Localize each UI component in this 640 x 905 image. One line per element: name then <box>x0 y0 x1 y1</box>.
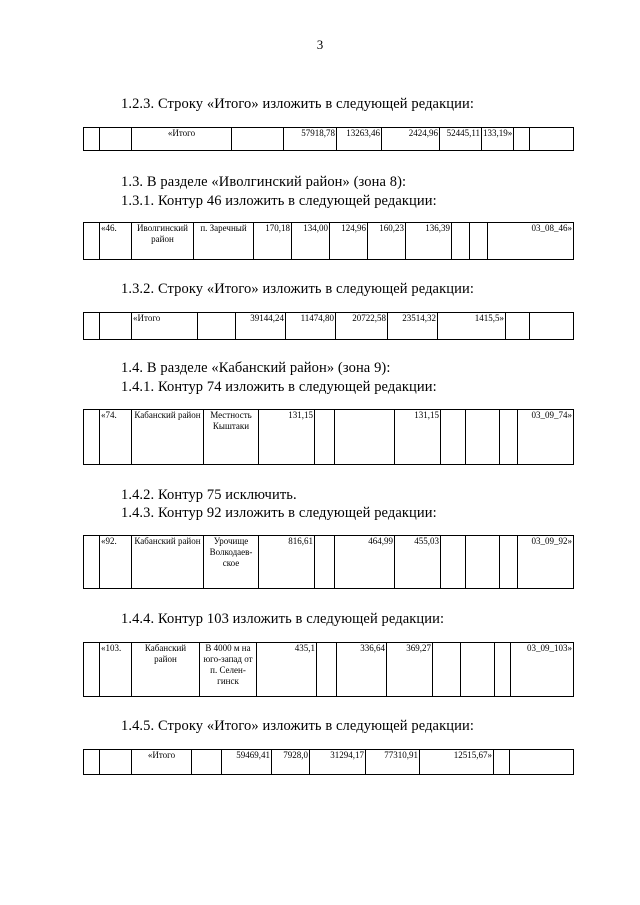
cell-value: 57918,78 <box>284 128 337 151</box>
cell-value: 12515,67» <box>420 750 494 775</box>
cell-value: 59469,41 <box>222 750 272 775</box>
paragraph-1-4: 1.4. В разделе «Кабанский район» (зона 9): <box>121 360 391 376</box>
contour-92-table <box>83 535 574 589</box>
cell-value: 160,23 <box>368 223 406 260</box>
cell-value: 336,64 <box>337 643 387 697</box>
district-name: Кабанский район <box>132 410 204 465</box>
paragraph-1-4-4: 1.4.4. Контур 103 изложить в следующей редакции: <box>121 611 445 627</box>
cell-value: 369,27 <box>387 643 433 697</box>
cell-value: 131,15 <box>395 410 441 465</box>
cell-value: 11474,80 <box>286 313 336 340</box>
contour-code: 03_09_92» <box>518 536 574 589</box>
locality-name: В 4000 м на юго-запад от п. Селен-гинск <box>200 643 257 697</box>
cell-value: 816,61 <box>259 536 315 589</box>
cell-value: 464,99 <box>335 536 395 589</box>
paragraph-1-4-5: 1.4.5. Строку «Итого» изложить в следующей редакции: <box>121 718 474 734</box>
cell-value: 134,00 <box>292 223 330 260</box>
cell-value: 23514,32 <box>388 313 438 340</box>
cell-value: 77310,91 <box>366 750 420 775</box>
contour-number: «103. <box>100 643 132 697</box>
contour-103-table <box>83 642 574 697</box>
contour-number: «46. <box>100 223 132 260</box>
cell-value: 20722,58 <box>336 313 388 340</box>
itogo-table-2 <box>83 312 574 340</box>
cell-value: 52445,11 <box>440 128 482 151</box>
locality-name: Местность Кыштаки <box>204 410 259 465</box>
cell-value: 2424,96 <box>382 128 440 151</box>
cell-value: 435,1 <box>257 643 317 697</box>
paragraph-1-4-3: 1.4.3. Контур 92 изложить в следующей редакции: <box>121 505 437 521</box>
paragraph-1-2-3: 1.2.3. Строку «Итого» изложить в следующей редакции: <box>121 96 474 112</box>
district-name: Иволгинский район <box>132 223 194 260</box>
paragraph-1-3: 1.3. В разделе «Иволгинский район» (зона 8): <box>121 174 407 190</box>
paragraph-1-3-2: 1.3.2. Строку «Итого» изложить в следующей редакции: <box>121 281 474 297</box>
paragraph-1-4-1: 1.4.1. Контур 74 изложить в следующей редакции: <box>121 379 437 395</box>
cell-value: 124,96 <box>330 223 368 260</box>
contour-46-table <box>83 222 574 260</box>
cell-value: 1415,5» <box>438 313 506 340</box>
district-name: Кабанский район <box>132 643 200 697</box>
itogo-label: «Итого <box>132 128 232 151</box>
cell-value: 13263,46 <box>337 128 382 151</box>
cell-value: 136,39 <box>406 223 452 260</box>
cell-value: 7928,0 <box>272 750 310 775</box>
page-number: 3 <box>316 37 324 52</box>
paragraph-1-4-2: 1.4.2. Контур 75 исключить. <box>121 487 297 503</box>
itogo-label: «Итого <box>132 750 192 775</box>
cell-value: 455,03 <box>395 536 441 589</box>
district-name: Кабанский район <box>132 536 204 589</box>
cell-value: 133,19» <box>482 128 514 151</box>
contour-code: 03_09_103» <box>511 643 574 697</box>
contour-number: «92. <box>100 536 132 589</box>
itogo-label: «Итого <box>132 313 198 340</box>
locality-name: Урочище Волкодаев-ское <box>204 536 259 589</box>
cell-value: 170,18 <box>254 223 292 260</box>
contour-code: 03_09_74» <box>518 410 574 465</box>
contour-code: 03_08_46» <box>488 223 574 260</box>
itogo-table-3 <box>83 749 574 775</box>
itogo-table-1 <box>83 127 574 151</box>
locality-name: п. Заречный <box>194 223 254 260</box>
contour-number: «74. <box>100 410 132 465</box>
cell-value: 131,15 <box>259 410 315 465</box>
cell-value: 39144,24 <box>236 313 286 340</box>
cell-value: 31294,17 <box>310 750 366 775</box>
contour-74-table <box>83 409 574 465</box>
paragraph-1-3-1: 1.3.1. Контур 46 изложить в следующей редакции: <box>121 193 437 209</box>
